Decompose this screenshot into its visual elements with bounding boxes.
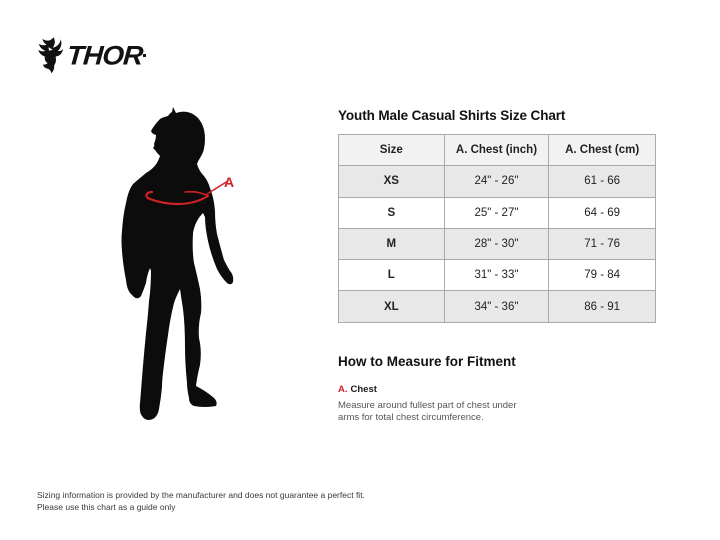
table-row (339, 166, 656, 197)
measure-item-chest (338, 379, 568, 425)
disclaimer-line-2: Please use this chart as a guide only (37, 502, 176, 513)
table-row (339, 228, 656, 259)
table-row (339, 291, 656, 322)
table-header-row (339, 135, 656, 166)
size-chart-title: Youth Male Casual Shirts Size Chart (338, 108, 566, 123)
disclaimer (37, 489, 365, 514)
size-value: XS (339, 166, 445, 197)
brand-name: THOR (65, 40, 144, 71)
logo-trademark-dot (143, 54, 146, 57)
chest-cm-value: 86 - 91 (549, 291, 656, 322)
table-row (339, 260, 656, 291)
chest-inch-value: 25" - 27" (444, 197, 549, 228)
chest-cm-value: 61 - 66 (549, 166, 656, 197)
chest-cm-value: 71 - 76 (549, 228, 656, 259)
size-chart-section (338, 108, 656, 323)
measure-guide-section (338, 354, 568, 425)
chest-inch-value: 24" - 26" (444, 166, 549, 197)
col-header-chest-inch: A. Chest (inch) (444, 135, 549, 166)
chest-inch-value: 34" - 36" (444, 291, 549, 322)
col-header-size: Size (339, 135, 445, 166)
chest-inch-value: 28" - 30" (444, 228, 549, 259)
chest-cm-value: 79 - 84 (549, 260, 656, 291)
size-value: XL (339, 291, 445, 322)
goat-head-icon (35, 37, 63, 75)
table-row (339, 197, 656, 228)
size-value: M (339, 228, 445, 259)
child-silhouette (113, 103, 245, 435)
col-header-chest-cm: A. Chest (cm) (549, 135, 656, 166)
chest-marker-label: A (224, 174, 235, 190)
size-chart-table (338, 134, 656, 323)
disclaimer-line-1: Sizing information is provided by the manufacturer and does not guarantee a perfect fit. (37, 490, 365, 500)
chest-cm-value: 64 - 69 (549, 197, 656, 228)
measure-guide-heading: How to Measure for Fitment (338, 354, 516, 369)
brand-logo (35, 36, 146, 76)
measure-item-label: Chest (350, 384, 377, 395)
measurement-figure (113, 103, 245, 435)
size-value: L (339, 260, 445, 291)
measure-item-description: Measure around fullest part of chest under arms for total chest circumference. (338, 400, 517, 424)
measure-item-key: A. (338, 384, 348, 395)
chest-inch-value: 31" - 33" (444, 260, 549, 291)
size-value: S (339, 197, 445, 228)
